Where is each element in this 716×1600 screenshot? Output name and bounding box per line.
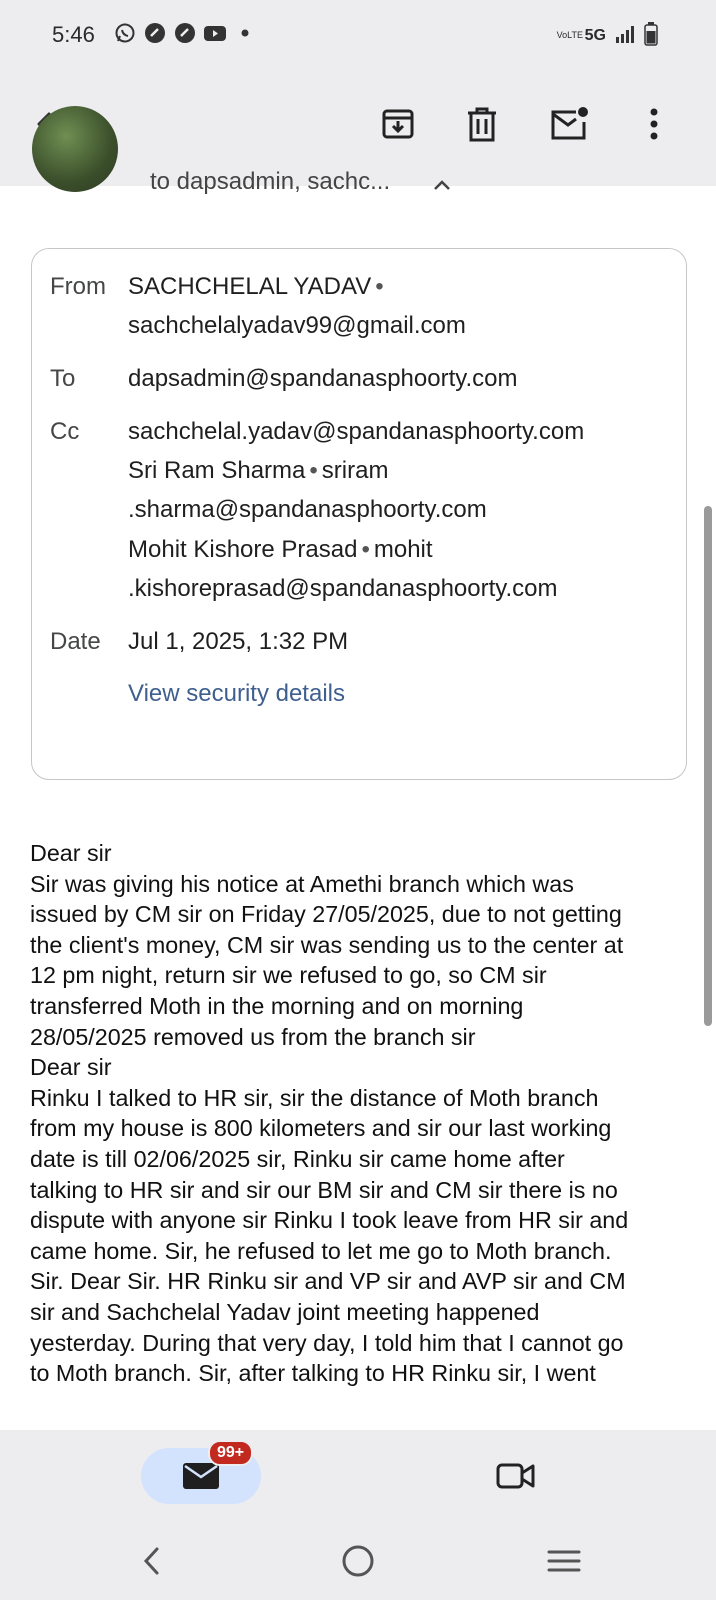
cc-email-3-part-a[interactable]: mohit (373, 536, 433, 563)
archive-button[interactable] (372, 98, 424, 150)
body-line: issued by CM sir on Friday 27/05/2025, due to not getting (30, 901, 622, 928)
chevron-left-icon (140, 1545, 164, 1577)
more-options-button[interactable] (628, 98, 680, 150)
to-email[interactable]: dapsadmin@spandanasphoorty.com (128, 365, 518, 392)
system-recents-button[interactable] (534, 1536, 594, 1586)
to-label: To (50, 365, 76, 392)
recents-icon (546, 1547, 582, 1575)
chevron-up-icon[interactable] (432, 172, 452, 198)
body-line: 12 pm night, return sir we refused to go, so CM sir (30, 962, 547, 989)
mail-icon (182, 1462, 220, 1490)
mark-unread-icon (550, 106, 590, 142)
from-email[interactable]: sachchelalyadav99@gmail.com (128, 312, 466, 339)
body-line: transferred Moth in the morning and on morning (30, 992, 524, 1019)
notification-icons (114, 22, 256, 44)
more-vert-icon (648, 106, 660, 142)
volte-icon: VoLTE (556, 30, 584, 40)
email-body (30, 838, 690, 1389)
body-line: dispute with anyone sir Rinku I took leave from HR sir and (30, 1207, 629, 1234)
battery-icon (644, 22, 658, 49)
body-line: Dear sir (30, 840, 112, 866)
status-time: 5:46 (52, 22, 95, 47)
body-line: the client's money, CM sir was sending us to the center at (30, 931, 624, 958)
app-icon (144, 22, 166, 44)
dot-icon (234, 22, 256, 44)
recipients-summary[interactable]: to dapsadmin, sachc... (150, 168, 391, 195)
delete-button[interactable] (456, 98, 508, 150)
body-line: to Moth branch. Sir, after talking to HR Rinku sir, I went (30, 1360, 596, 1387)
body-line: Rinku I talked to HR sir, sir the distance of Moth branch (30, 1084, 599, 1111)
unread-count-badge: 99+ (208, 1440, 253, 1466)
bottom-nav (0, 1430, 716, 1522)
cc-name-3: Mohit Kishore Prasad (128, 536, 358, 563)
from-label: From (50, 273, 106, 300)
body-line: talking to HR sir and sir our BM sir and CM sir there is no (30, 1176, 618, 1203)
date-value: Jul 1, 2025, 1:32 PM (128, 628, 349, 655)
from-name: SACHCHELAL YADAV (128, 273, 372, 300)
youtube-icon (204, 22, 226, 44)
meet-tab[interactable] (490, 1452, 542, 1500)
system-home-button[interactable] (328, 1536, 388, 1586)
cc-email-1[interactable]: sachchelal.yadav@spandanasphoorty.com (128, 418, 585, 445)
body-line: date is till 02/06/2025 sir, Rinku sir came home after (30, 1145, 565, 1172)
body-line: yesterday. During that very day, I told him that I cannot go (30, 1329, 624, 1356)
app-icon (174, 22, 196, 44)
cc-email-2-part-a[interactable]: sriram (321, 457, 389, 484)
body-line: Sir. Dear Sir. HR Rinku sir and VP sir and AVP sir and CM (30, 1268, 626, 1295)
status-bar (0, 0, 716, 70)
from-line: SACHCHELAL YADAV • (128, 273, 384, 300)
sender-avatar[interactable] (32, 106, 118, 192)
email-details-card (31, 248, 687, 780)
body-line: 28/05/2025 removed us from the branch sir (30, 1023, 476, 1050)
cc-name-2: Sri Ram Sharma (128, 457, 306, 484)
body-line: Sir was giving his notice at Amethi branch which was (30, 870, 574, 897)
signal-icon (614, 24, 636, 47)
email-content (0, 168, 716, 1430)
view-security-details-link[interactable]: View security details (128, 680, 345, 707)
cc-email-2-part-b[interactable]: .sharma@spandanasphoorty.com (128, 496, 487, 523)
body-line: from my house is 800 kilometers and sir our last working (30, 1115, 612, 1142)
body-line: came home. Sir, he refused to let me go to Moth branch. (30, 1237, 612, 1264)
home-circle-icon (341, 1544, 375, 1578)
cc-line-3: Mohit Kishore Prasad • mohit (128, 536, 433, 563)
body-line: Dear sir (30, 1054, 112, 1081)
mark-unread-button[interactable] (544, 98, 596, 150)
cc-label: Cc (50, 418, 80, 445)
body-line: sir and Sachchelal Yadav joint meeting happened (30, 1298, 540, 1325)
network-type: 5G (584, 26, 606, 44)
status-right (557, 22, 658, 49)
system-back-button[interactable] (122, 1536, 182, 1586)
delete-icon (465, 106, 499, 142)
cc-email-3-part-b[interactable]: .kishoreprasad@spandanasphoorty.com (128, 575, 558, 602)
whatsapp-icon (114, 22, 136, 44)
scrollbar[interactable] (704, 506, 712, 1026)
date-label: Date (50, 628, 101, 655)
system-nav (0, 1522, 716, 1600)
cc-line-2: Sri Ram Sharma • sriram (128, 457, 389, 484)
archive-icon (381, 107, 415, 141)
video-camera-icon (496, 1461, 536, 1491)
